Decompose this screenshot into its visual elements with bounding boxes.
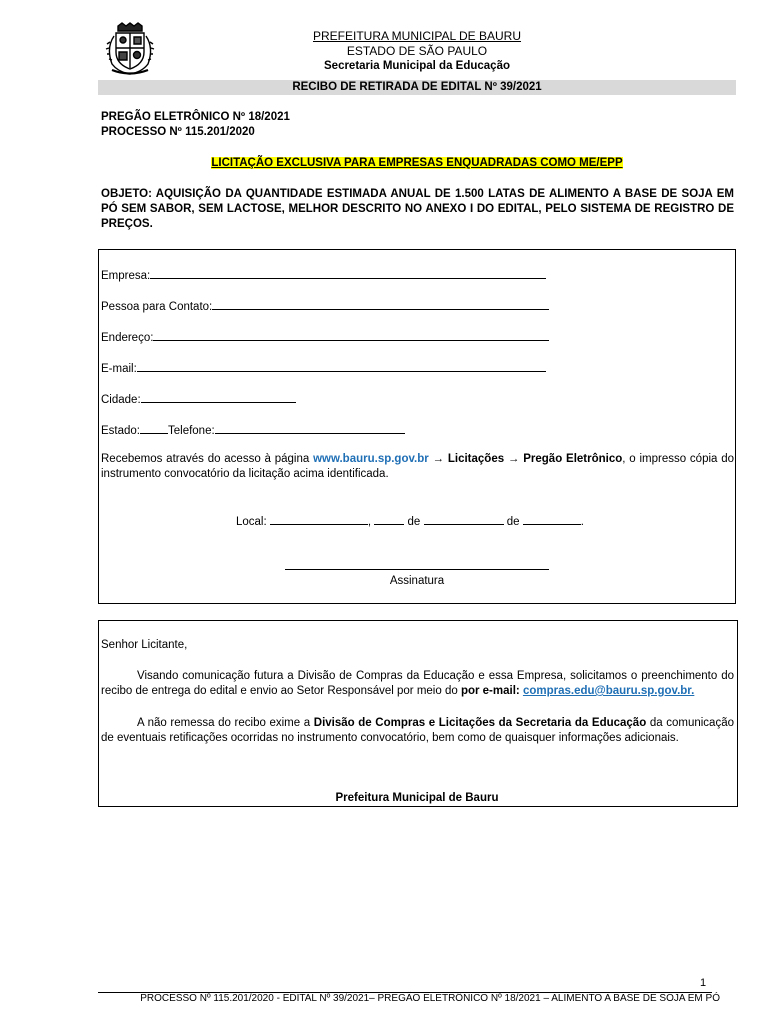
objeto-description: OBJETO: AQUISIÇÃO DA QUANTIDADE ESTIMADA ANUAL DE 1.500 LATAS DE ALIMENTO A BASE DE SOJA EM PÓ SEM SABOR, SEM LACTOSE, MELHOR DESCRITO NO ANEXO I DO EDITAL, PELO SISTEMA DE REGISTRO DE PREÇOS.: [101, 188, 734, 230]
header-estado: ESTADO DE SÃO PAULO: [346, 44, 488, 58]
page-number: 1: [700, 977, 707, 989]
estado-label: Estado:: [101, 425, 140, 437]
header-secretaria: Secretaria Municipal da Educação: [324, 60, 510, 72]
email-link[interactable]: compras.edu@bauru.sp.gov.br.: [522, 685, 695, 697]
receipt-statement: Recebemos através do acesso à página www.bauru.sp.gov.br → Licitações → Pregão Eletrônico, o impresso cópia do instrumento convocatório da licitação acima identificada.: [101, 453, 735, 480]
footer-text: PROCESSO Nº 115.201/2020 - EDITAL Nº 39/2021– PREGÃO ELETRÔNICO Nº 18/2021 – ALIMENTO A BASE DE SOJA EM PÓ: [140, 993, 720, 1004]
estado-telefone-field[interactable]: [101, 422, 405, 438]
estado-input: [140, 422, 168, 434]
licitacoes-link: Licitações: [447, 453, 505, 465]
processo-number: PROCESSO Nº 115.201/2020: [101, 126, 255, 138]
contato-label: Pessoa para Contato:: [101, 301, 213, 313]
site-link[interactable]: www.bauru.sp.gov.br: [313, 453, 429, 465]
salutation: Senhor Licitante,: [101, 639, 188, 651]
exclusive-notice: LICITAÇÃO EXCLUSIVA PARA EMPRESAS ENQUADRADAS COMO ME/EPP: [211, 157, 623, 169]
receipt-title-bar: RECIBO DE RETIRADA DE EDITAL Nº 39/2021: [98, 80, 736, 95]
pregao-number: PREGÃO ELETRÔNICO Nº 18/2021: [101, 111, 290, 123]
endereco-field[interactable]: [101, 329, 549, 345]
notice-paragraph-1: Visando comunicação futura a Divisão de Compras da Educação e essa Empresa, solicitamos o preenchimento do recibo de entrega do edital e envio ao Setor Responsável por meio do por e-mail: compras.edu@bauru.sp.gov.br.: [101, 670, 734, 697]
contato-field[interactable]: [101, 298, 549, 314]
signature-line[interactable]: [285, 569, 549, 570]
telefone-label: Telefone:: [168, 425, 215, 437]
pregao-eletronico-link: Pregão Eletrônico: [523, 453, 623, 465]
header-prefeitura: PREFEITURA MUNICIPAL DE BAURU: [312, 29, 522, 43]
email-label: E-mail:: [101, 363, 137, 375]
cidade-label: Cidade:: [101, 394, 141, 406]
telefone-input: [215, 422, 405, 434]
endereco-label: Endereço:: [101, 332, 154, 344]
signature-label: Assinatura: [389, 575, 445, 587]
email-field[interactable]: [101, 360, 546, 376]
cidade-field[interactable]: [101, 391, 296, 407]
signoff: Prefeitura Municipal de Bauru: [335, 792, 499, 804]
notice-paragraph-2: A não remessa do recibo exime a Divisão de Compras e Licitações da Secretaria da Educação da comunicação de eventuais retificações ocorridas no instrumento convocatório, bem como de quaisquer informações adicionais.: [101, 717, 734, 744]
empresa-field[interactable]: [101, 267, 546, 283]
empresa-label: Empresa:: [101, 270, 151, 282]
local-date-line[interactable]: Local: , de de .: [236, 513, 584, 529]
notice-box: [98, 620, 738, 807]
